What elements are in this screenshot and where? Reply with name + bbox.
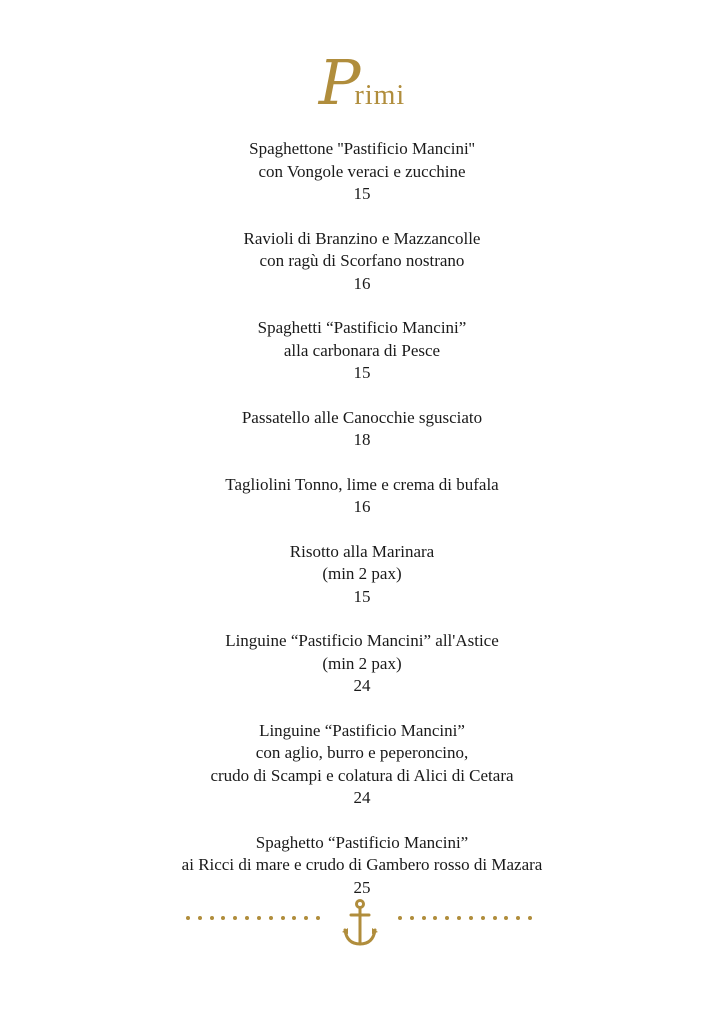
dish-description-line: ai Ricci di mare e crudo di Gambero rosso di Mazara: [181, 855, 543, 874]
ornament-dot: [198, 916, 202, 920]
anchor-icon: [340, 898, 380, 950]
dish-description-line: con aglio, burro e peperoncino,: [255, 743, 469, 762]
dish-item: [0, 720, 724, 810]
footer-ornament: [0, 898, 724, 954]
ornament-dot: [410, 916, 414, 920]
dish-price: 15: [353, 586, 371, 606]
title-initial: P: [318, 46, 361, 119]
dish-list: [0, 138, 724, 921]
dish-description-line: con Vongole veraci e zucchine: [258, 161, 466, 181]
ornament-dot: [221, 916, 225, 920]
ornament-dot: [257, 916, 261, 920]
dish-description-line: alla carbonara di Pesce: [283, 340, 441, 360]
dish-price: 16: [353, 497, 371, 516]
dish-description-line: crudo di Scampi e colatura di Alici di Cetara: [210, 765, 514, 785]
dish-description-line: con ragù di Scorfano nostrano: [259, 251, 465, 270]
dish-description-line: Ravioli di Branzino e Mazzancolle: [243, 228, 481, 248]
dish-description-line: (min 2 pax): [322, 564, 402, 583]
ornament-dot: [528, 916, 532, 920]
ornament-dot: [516, 916, 520, 920]
dish-price: 24: [353, 676, 371, 695]
ornament-dot: [210, 916, 214, 920]
dish-item: [0, 407, 724, 452]
ornament-dot: [469, 916, 473, 920]
dish-description-line: Spaghetti “Pastificio Mancini”: [257, 318, 467, 337]
ornament-dot: [245, 916, 249, 920]
dish-description-line: Spaghetto “Pastificio Mancini”: [255, 832, 469, 852]
dotted-rule-right: [398, 916, 532, 920]
ornament-dot: [292, 916, 296, 920]
dish-item: [0, 630, 724, 698]
dish-price: 24: [353, 788, 371, 807]
ornament-dot: [457, 916, 461, 920]
dish-item: [0, 317, 724, 385]
ornament-dot: [445, 916, 449, 920]
ornament-dot: [504, 916, 508, 920]
ornament-dot: [281, 916, 285, 920]
dish-description-line: Linguine “Pastificio Mancini”: [259, 720, 465, 740]
dotted-rule-left: [186, 916, 320, 920]
ornament-dot: [422, 916, 426, 920]
dish-item: [0, 832, 724, 900]
dish-description-line: Passatello alle Canocchie sgusciato: [241, 407, 483, 427]
ornament-dot: [316, 916, 320, 920]
ornament-dot: [269, 916, 273, 920]
dish-price: 15: [353, 184, 371, 203]
dish-price: 15: [353, 363, 371, 382]
dish-description-line: Spaghettone ''Pastificio Mancini'': [249, 139, 475, 158]
ornament-dot: [398, 916, 402, 920]
dish-price: 16: [353, 273, 371, 293]
dish-description-line: (min 2 pax): [322, 653, 402, 673]
title-wordmark: [318, 46, 406, 119]
dish-item: [0, 474, 724, 519]
ornament-dot: [481, 916, 485, 920]
dish-item: [0, 138, 724, 206]
ornament-dot: [186, 916, 190, 920]
dish-item: [0, 228, 724, 296]
dish-price: 25: [353, 877, 371, 897]
dish-description-line: Risotto alla Marinara: [289, 541, 435, 561]
section-title: [0, 46, 724, 122]
dish-item: [0, 541, 724, 609]
dish-price: 18: [353, 430, 371, 449]
title-rest: rimi: [354, 80, 406, 111]
dish-description-line: Tagliolini Tonno, lime e crema di bufala: [225, 474, 499, 494]
ornament-dot: [233, 916, 237, 920]
dish-description-line: Linguine “Pastificio Mancini” all'Astice: [225, 631, 499, 650]
ornament-dot: [493, 916, 497, 920]
ornament-dot: [433, 916, 437, 920]
ornament-dot: [304, 916, 308, 920]
